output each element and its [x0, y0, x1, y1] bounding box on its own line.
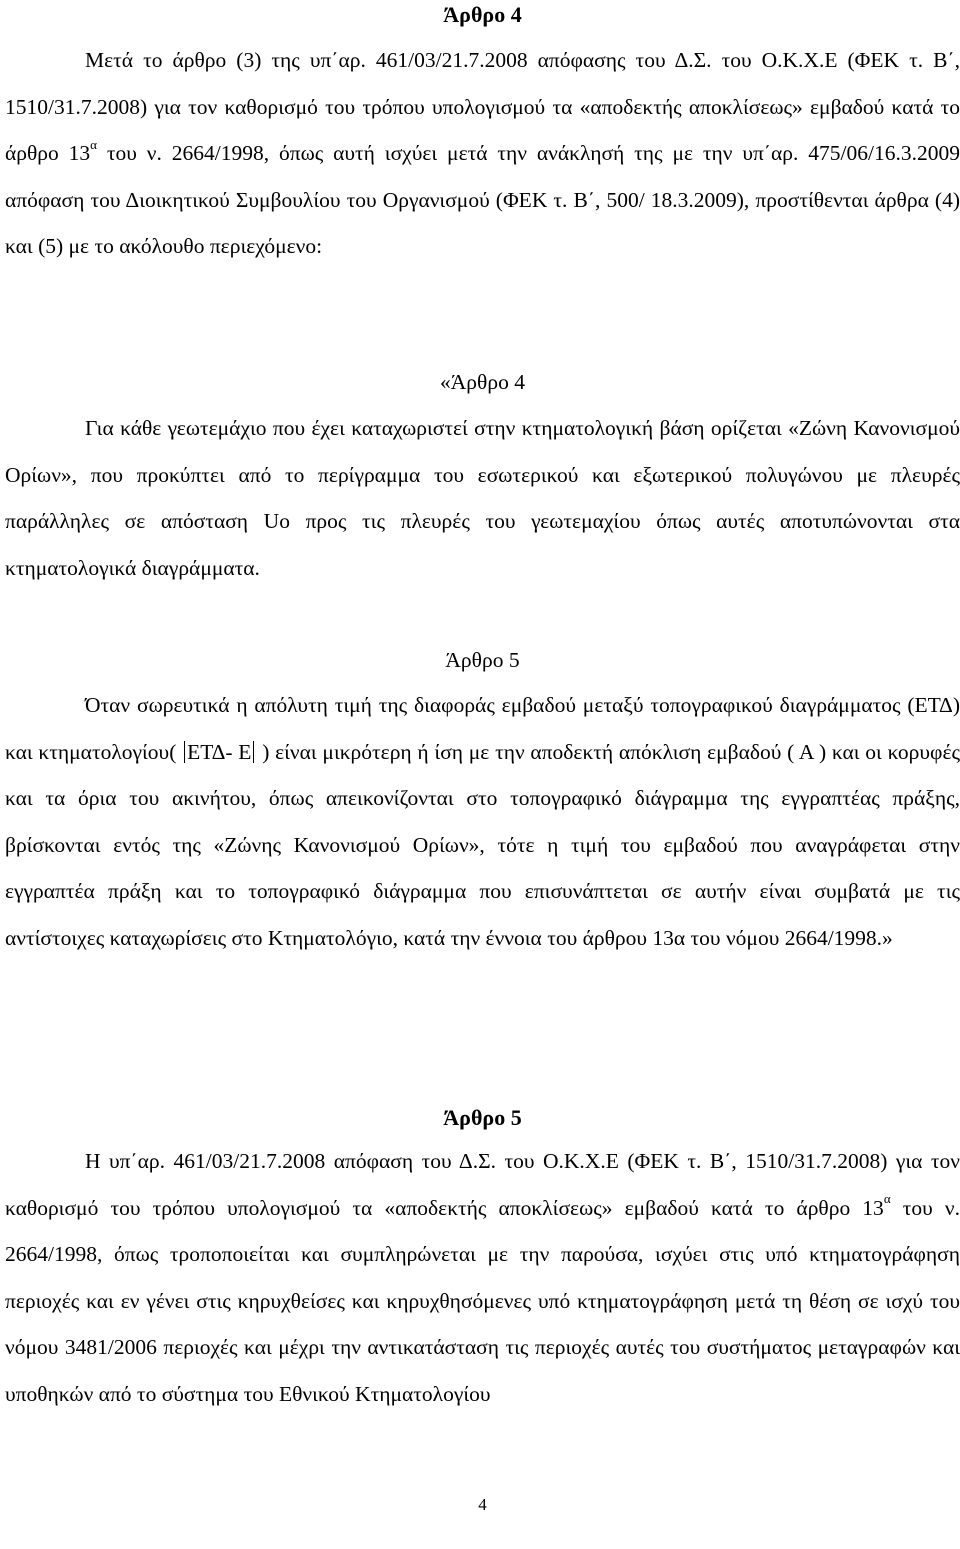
article5-body-wrap [5, 1138, 960, 1418]
quoted-article4-body-wrap [5, 405, 960, 591]
article5-title-wrap [5, 1105, 960, 1131]
quoted-article5-title: Άρθρο 5 [445, 648, 520, 672]
article4-intro [5, 37, 960, 270]
absolute-value-bar-right [253, 741, 254, 763]
quoted-article5-part2: ) είναι μικρότερη ή ίση με την αποδεκτή απόκλιση εμβαδού ( Α ) και οι κορυφές και τα όρια του ακινήτου, όπως απεικονίζονται στο τοπογραφικό διάγραμμα της εγγραπτέας πράξης, βρίσκονται εντός της «Ζώνης Κανονισμού Ορίων», τότε η τιμή του εμβαδού που αναγράφεται στην εγγραπτέα πράξη και το τοπογραφικό διάγραμμα που επισυνάπτεται σε αυτήν είναι συμβατά με τις αντίστοιχες καταχωρίσεις στο Κτηματολόγιο, κατά την έννοια του άρθρου 13α του νόμου 2664/1998.» [5, 739, 960, 950]
article4-intro-text [5, 37, 960, 270]
quoted-article4-title-wrap [5, 370, 960, 395]
article4-intro-part2: του ν. 2664/1998, όπως αυτή ισχύει μετά την ανάκλησή της με την υπ΄αρ. 475/06/16.3.2009 απόφαση του Διοικητικού Συμβουλίου του Οργανισμού (ΦΕΚ τ. Β΄, 500/ 18.3.2009), προστίθενται άρθρα (4) και (5) με το ακόλουθο περιεχόμενο: [5, 141, 960, 259]
quoted-article5-body [5, 682, 960, 962]
quoted-article4-title: «Άρθρο 4 [440, 370, 525, 394]
absolute-value-bar-left [184, 741, 185, 763]
quoted-article5-part1: Όταν σωρευτικά η απόλυτη τιμή της διαφοράς εμβαδού μεταξύ τοπογραφικού διαγράμματος (ΕΤΔ) και κτηματολογίου( [5, 693, 960, 764]
quoted-article4-body: Για κάθε γεωτεμάχιο που έχει καταχωριστεί στην κτηματολογική βάση ορίζεται «Ζώνη Κανονισμού Ορίων», που προκύπτει από το περίγραμμα του εσωτερικού και εξωτερικού πολυγώνου με πλευρές παράλληλες σε απόσταση Uo προς τις πλευρές του γεωτεμαχίου όπως αυτές αποτυπώνονται στα κτηματολογικά διαγράμματα. [5, 416, 960, 580]
article5-part1: Η υπ΄αρ. 461/03/21.7.2008 απόφαση του Δ.Σ. του Ο.Κ.Χ.Ε (ΦΕΚ τ. Β΄, 1510/31.7.2008) για τον καθορισμό του τρόπου υπολογισμού τα «αποδεκτής αποκλίσεως» εμβαδού κατά το άρθρο 13 [5, 1149, 960, 1220]
article4-intro-part1: Μετά το άρθρο (3) της υπ΄αρ. 461/03/21.7.2008 απόφασης του Δ.Σ. του Ο.Κ.Χ.Ε (ΦΕΚ τ. Β΄, 1510/31.7.2008) για τον καθορισμό του τρόπου υπολογισμού τα «αποδεκτής αποκλίσεως» εμβαδού κατά το άρθρο 13 [5, 48, 960, 166]
document-page [5, 0, 960, 1549]
article4-title: Άρθρο 4 [443, 2, 522, 27]
quoted-article5-title-wrap [5, 648, 960, 673]
page-number: 4 [478, 1495, 487, 1514]
article5-body [5, 1138, 960, 1418]
absolute-value-expression: ΕΤΔ- Ε [187, 739, 252, 764]
superscript-alpha: α [883, 1191, 891, 1207]
article5-title: Άρθρο 5 [443, 1105, 522, 1130]
article5-part2: του ν. 2664/1998, όπως τροποποιείται και συμπληρώνεται με την παρούσα, ισχύει στις υπό κτηματογράφηση περιοχές και εν γένει στις κηρυχθείσες και κηρυχθησόμενες υπό κτηματογράφηση μετά τη θέση σε ισχύ του νόμου 3481/2006 περιοχές και μέχρι την αντικατάσταση τις περιοχές αυτές του συστήματος μεταγραφών και υποθηκών από το σύστημα του Εθνικού Κτηματολογίου [5, 1195, 960, 1406]
superscript-alpha: α [90, 137, 97, 153]
quoted-article5-body-wrap [5, 682, 960, 962]
